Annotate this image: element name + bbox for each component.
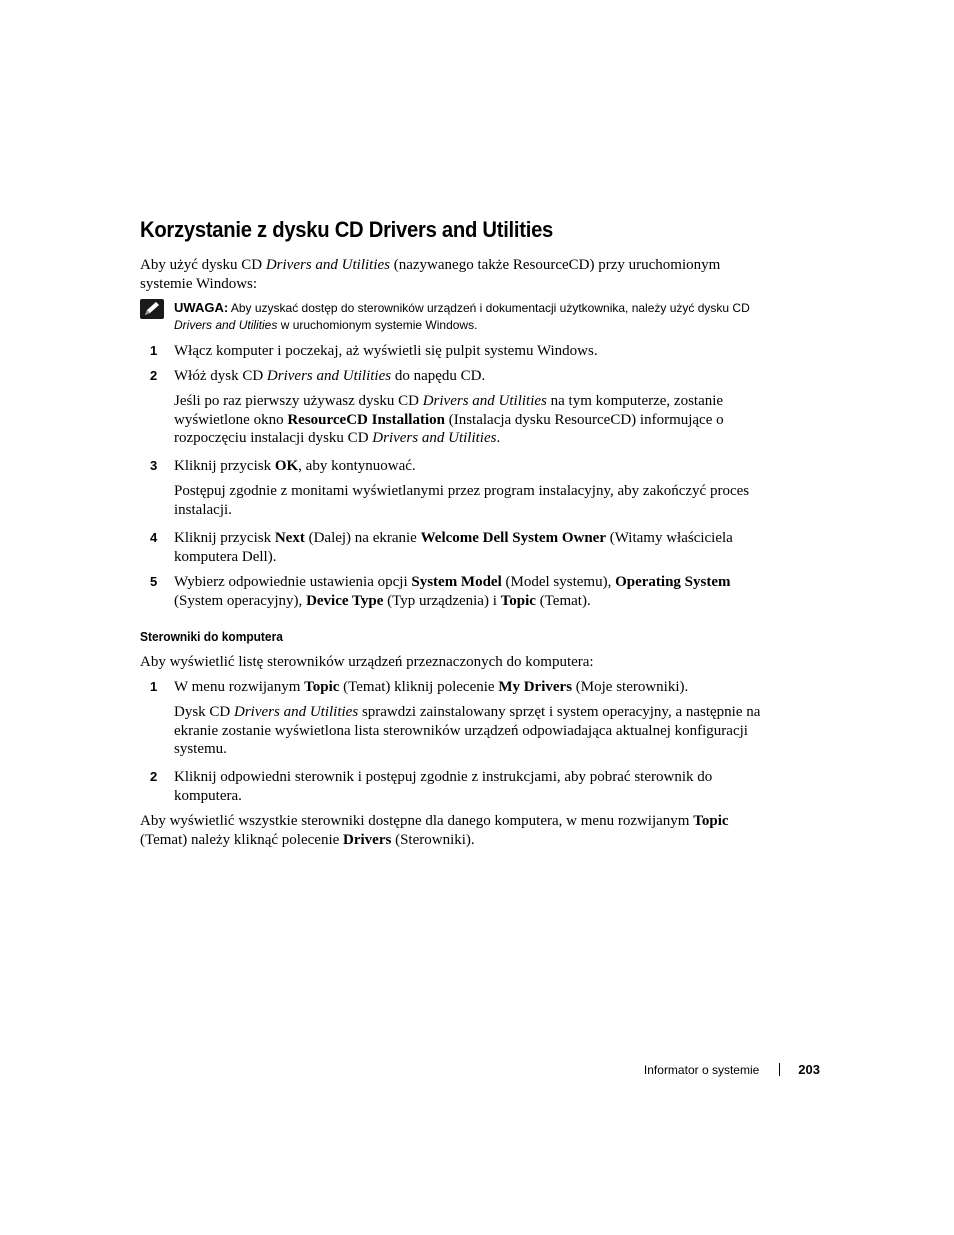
drivers-intro: Aby wyświetlić listę sterowników urządzeń przeznaczonych do komputera: (140, 654, 594, 670)
step-detail: Postępuj zgodnie z monitami wyświetlanymi przez program instalacyjny, aby zakończyć proces instalacji. (174, 483, 750, 518)
closing-paragraph: Aby wyświetlić wszystkie sterowniki dostępne dla danego komputera, w menu rozwijanym Topic (Temat) należy kliknąć polecenie Drivers (Sterowniki). (140, 813, 729, 848)
footer-divider (779, 1063, 780, 1076)
note-box (140, 299, 760, 334)
list-item: 2 Włóż dysk CD Drivers and Utilities do napędu CD. (150, 368, 486, 384)
list-item: 5 Wybierz odpowiednie ustawienia opcji System Model (Model systemu), Operating System (System operacyjny), Device Type (Typ urządzenia) i Topic (Temat). (150, 574, 731, 609)
list-item: 3 Kliknij przycisk OK, aby kontynuować. (150, 458, 416, 474)
page-number: 203 (798, 1062, 820, 1077)
step-detail: Dysk CD Drivers and Utilities sprawdzi zainstalowany sprzęt i system operacyjny, a następnie na ekranie zostanie wyświetlona lista sterowników urządzeń odpowiadająca aktualnej konfiguracji systemu. (174, 704, 761, 757)
page-footer (644, 1062, 820, 1077)
list-item: 1 Włącz komputer i poczekaj, aż wyświetli się pulpit systemu Windows. (150, 343, 598, 359)
list-item: 4 Kliknij przycisk Next (Dalej) na ekranie Welcome Dell System Owner (Witamy właściciela komputera Dell). (150, 530, 733, 565)
step-detail: Jeśli po raz pierwszy używasz dysku CD Drivers and Utilities na tym komputerze, zostanie wyświetlone okno ResourceCD Installation (Instalacja dysku ResourceCD) informujące o rozpoczęciu instalacji dysku CD Drivers and Utilities. (174, 393, 724, 446)
list-item: 1 W menu rozwijanym Topic (Temat) kliknij polecenie My Drivers (Moje sterowniki). (150, 679, 689, 695)
page-title: Korzystanie z dysku CD Drivers and Utilities (140, 217, 554, 242)
pencil-note-icon (140, 299, 164, 319)
footer-section-title: Informator o systemie (643, 1062, 760, 1077)
intro-paragraph: Aby użyć dysku CD Drivers and Utilities (nazywanego także ResourceCD) przy uruchomionym systemie Windows: (140, 257, 721, 292)
note-text: UWAGA: Aby uzyskać dostęp do sterowników urządzeń i dokumentacji użytkownika, należy użyć dysku CD Drivers and Utilities w uruchomionym systemie Windows. (174, 300, 750, 332)
list-item: 2 Kliknij odpowiedni sterownik i postępuj zgodnie z instrukcjami, aby pobrać sterownik do komputera. (150, 769, 713, 804)
section-subheading: Sterowniki do komputera (140, 629, 283, 644)
